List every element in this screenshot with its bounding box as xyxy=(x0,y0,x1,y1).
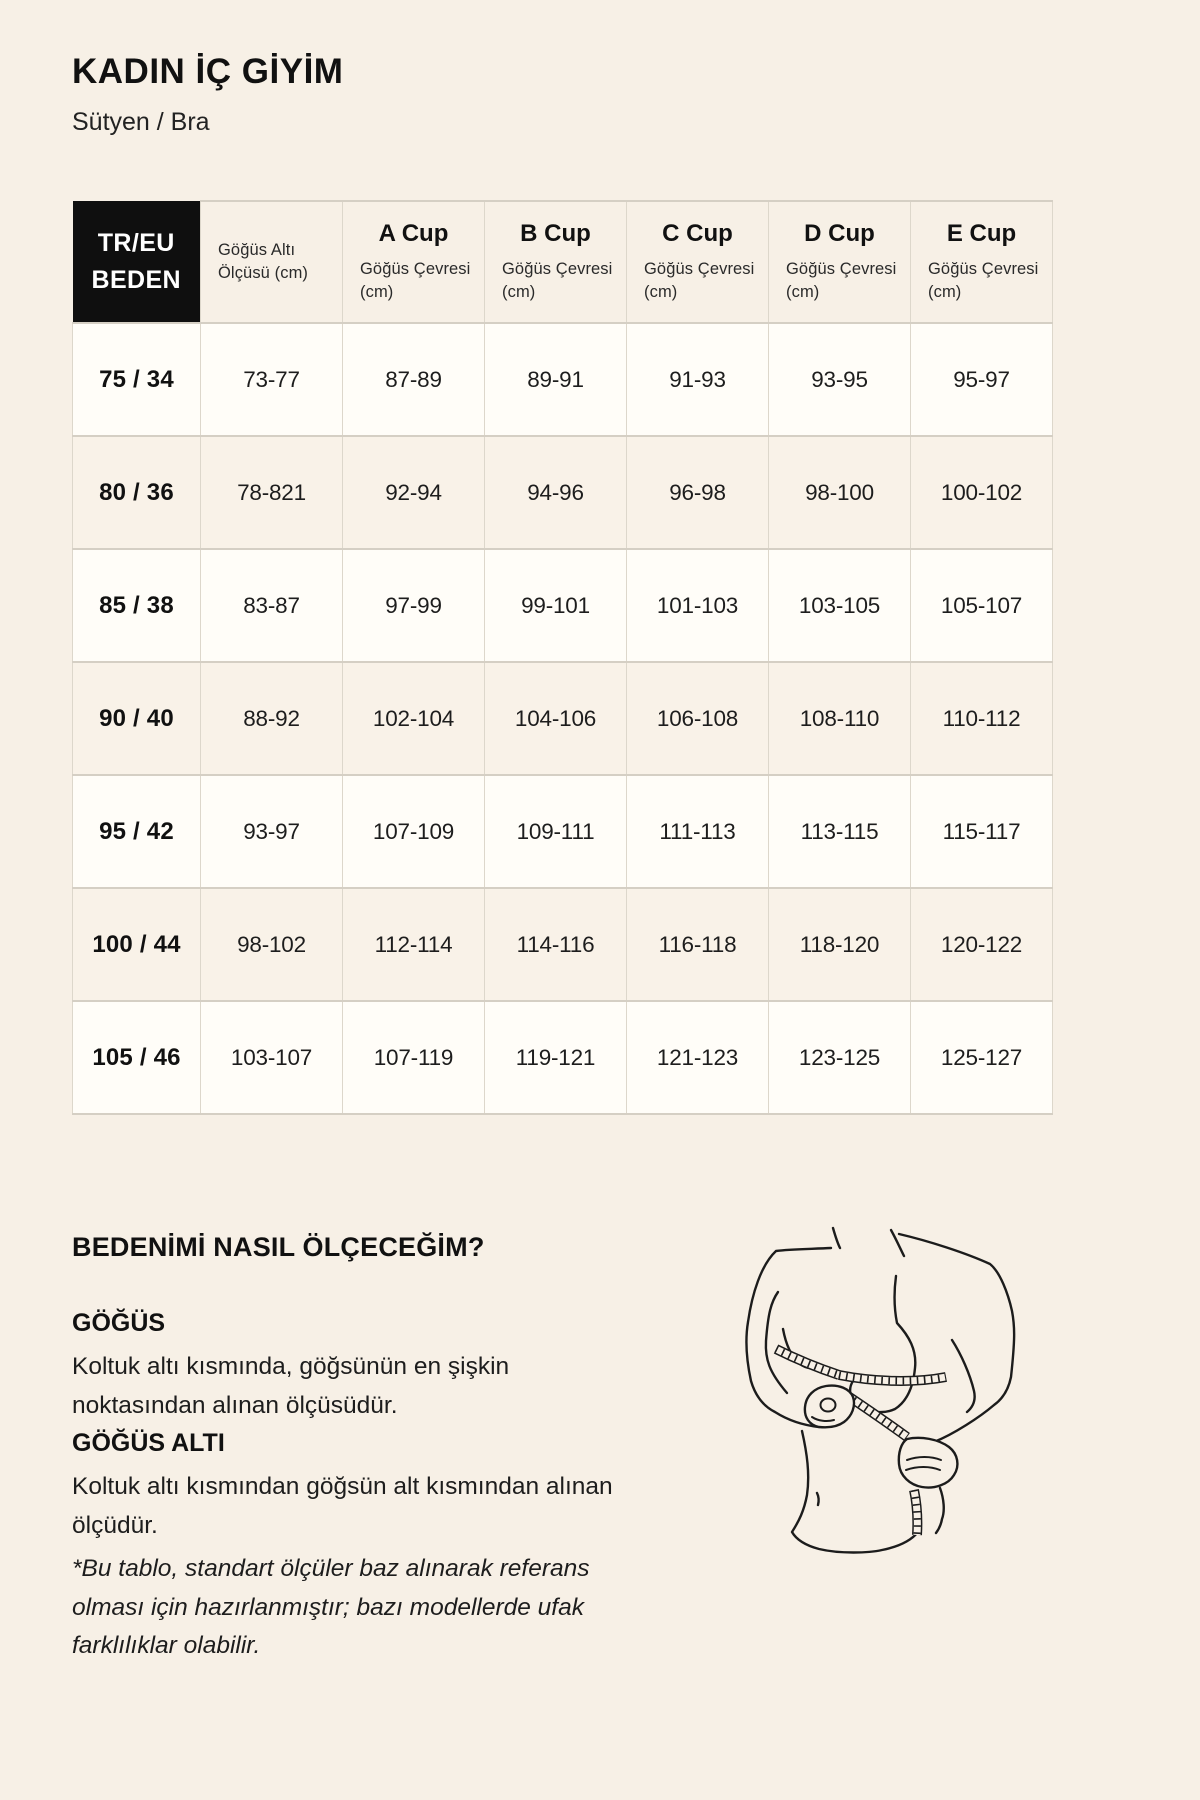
size-chart-body xyxy=(73,323,1053,1114)
measurement-cell: 112-114 xyxy=(343,888,485,1001)
page-subtitle: Sütyen / Bra xyxy=(72,108,210,136)
header-cup-d xyxy=(769,201,911,323)
measurement-cell: 102-104 xyxy=(343,662,485,775)
measurement-cell: 89-91 xyxy=(485,323,627,436)
cup-d-sub: Göğüs Çevresi (cm) xyxy=(786,259,897,301)
measurement-cell: 93-95 xyxy=(769,323,911,436)
bust-measurement-illustration xyxy=(703,1198,1043,1568)
row-size-label: 85 / 38 xyxy=(73,549,201,662)
header-cup-c xyxy=(627,201,769,323)
measurement-cell: 119-121 xyxy=(485,1001,627,1114)
left-hand xyxy=(805,1386,854,1428)
measurement-cell: 103-105 xyxy=(769,549,911,662)
table-row xyxy=(73,436,1053,549)
info-section-title-underbust: GÖĞÜS ALTI xyxy=(72,1429,225,1458)
measurement-cell: 73-77 xyxy=(201,323,343,436)
measurement-cell: 118-120 xyxy=(769,888,911,1001)
measurement-cell: 113-115 xyxy=(769,775,911,888)
measurement-cell: 94-96 xyxy=(485,436,627,549)
row-size-label: 80 / 36 xyxy=(73,436,201,549)
header-size-line2: BEDEN xyxy=(91,265,181,294)
info-section-text-underbust: Koltuk altı kısmından göğsün alt kısmından alınan ölçüdür. xyxy=(72,1473,613,1540)
info-section-title-bust: GÖĞÜS xyxy=(72,1309,166,1337)
page-header xyxy=(72,52,343,137)
header-underbust-cell xyxy=(201,201,343,323)
measurement-cell: 107-109 xyxy=(343,775,485,888)
measurement-cell: 99-101 xyxy=(485,549,627,662)
measurement-cell: 110-112 xyxy=(911,662,1053,775)
row-size-label: 105 / 46 xyxy=(73,1001,201,1114)
measurement-cell: 92-94 xyxy=(343,436,485,549)
measurement-cell: 115-117 xyxy=(911,775,1053,888)
cup-a-sub: Göğüs Çevresi (cm) xyxy=(360,259,471,301)
measurement-cell: 116-118 xyxy=(627,888,769,1001)
measurement-cell: 104-106 xyxy=(485,662,627,775)
measurement-cell: 98-102 xyxy=(201,888,343,1001)
measurement-cell: 106-108 xyxy=(627,662,769,775)
header-size-line1: TR/EU xyxy=(97,229,175,258)
table-row xyxy=(73,775,1053,888)
torso-outline xyxy=(746,1228,1014,1553)
measurement-cell: 97-99 xyxy=(343,549,485,662)
cup-b-sub: Göğüs Çevresi (cm) xyxy=(502,259,613,301)
cup-e-sub: Göğüs Çevresi (cm) xyxy=(928,259,1039,301)
torso-line-drawing-svg xyxy=(703,1198,1043,1568)
measurement-cell: 95-97 xyxy=(911,323,1053,436)
measurement-cell: 100-102 xyxy=(911,436,1053,549)
measurement-cell: 93-97 xyxy=(201,775,343,888)
cup-a-name: A Cup xyxy=(378,219,449,247)
measurement-cell: 108-110 xyxy=(769,662,911,775)
cup-c-name: C Cup xyxy=(662,219,733,247)
measurement-cell: 91-93 xyxy=(627,323,769,436)
header-cup-b xyxy=(485,201,627,323)
measurement-cell: 83-87 xyxy=(201,549,343,662)
row-size-label: 95 / 42 xyxy=(73,775,201,888)
table-row xyxy=(73,323,1053,436)
cup-c-sub: Göğüs Çevresi (cm) xyxy=(644,259,755,301)
measurement-cell: 103-107 xyxy=(201,1001,343,1114)
size-chart-header xyxy=(73,201,1053,323)
table-footnote: *Bu tablo, standart ölçüler baz alınarak referans olması için hazırlanmıştır; bazı modellerde ufak farklılıklar olabilir. xyxy=(72,1554,590,1660)
info-section-text-bust: Koltuk altı kısmında, göğsünün en şişkin noktasından alınan ölçüsüdür. xyxy=(72,1353,510,1419)
cup-b-name: B Cup xyxy=(520,219,591,247)
measurement-cell: 98-100 xyxy=(769,436,911,549)
table-row xyxy=(73,888,1053,1001)
header-cup-a xyxy=(343,201,485,323)
table-row xyxy=(73,1001,1053,1114)
measurement-cell: 109-111 xyxy=(485,775,627,888)
cup-d-name: D Cup xyxy=(804,219,875,247)
row-size-label: 75 / 34 xyxy=(73,323,201,436)
measurement-cell: 78-821 xyxy=(201,436,343,549)
row-size-label: 100 / 44 xyxy=(73,888,201,1001)
measurement-cell: 120-122 xyxy=(911,888,1053,1001)
measurement-cell: 125-127 xyxy=(911,1001,1053,1114)
size-chart-table xyxy=(72,200,1053,1115)
page-title: KADIN İÇ GİYİM xyxy=(72,52,344,91)
right-hand xyxy=(899,1438,958,1488)
measurement-cell: 96-98 xyxy=(627,436,769,549)
measurement-cell: 123-125 xyxy=(769,1001,911,1114)
header-cup-e xyxy=(911,201,1053,323)
measurement-info xyxy=(72,1232,647,1670)
header-underbust-label: Göğüs Altı Ölçüsü (cm) xyxy=(218,240,309,282)
cup-e-name: E Cup xyxy=(946,219,1017,247)
measurement-cell: 105-107 xyxy=(911,549,1053,662)
measurement-cell: 88-92 xyxy=(201,662,343,775)
measurement-cell: 114-116 xyxy=(485,888,627,1001)
info-heading: BEDENİMİ NASIL ÖLÇECEĞİM? xyxy=(72,1232,485,1262)
measurement-cell: 121-123 xyxy=(627,1001,769,1114)
measurement-cell: 107-119 xyxy=(343,1001,485,1114)
measurement-cell: 101-103 xyxy=(627,549,769,662)
row-size-label: 90 / 40 xyxy=(73,662,201,775)
measurement-cell: 111-113 xyxy=(627,775,769,888)
measurement-cell: 87-89 xyxy=(343,323,485,436)
header-size-cell xyxy=(73,201,201,323)
table-row xyxy=(73,549,1053,662)
table-row xyxy=(73,662,1053,775)
